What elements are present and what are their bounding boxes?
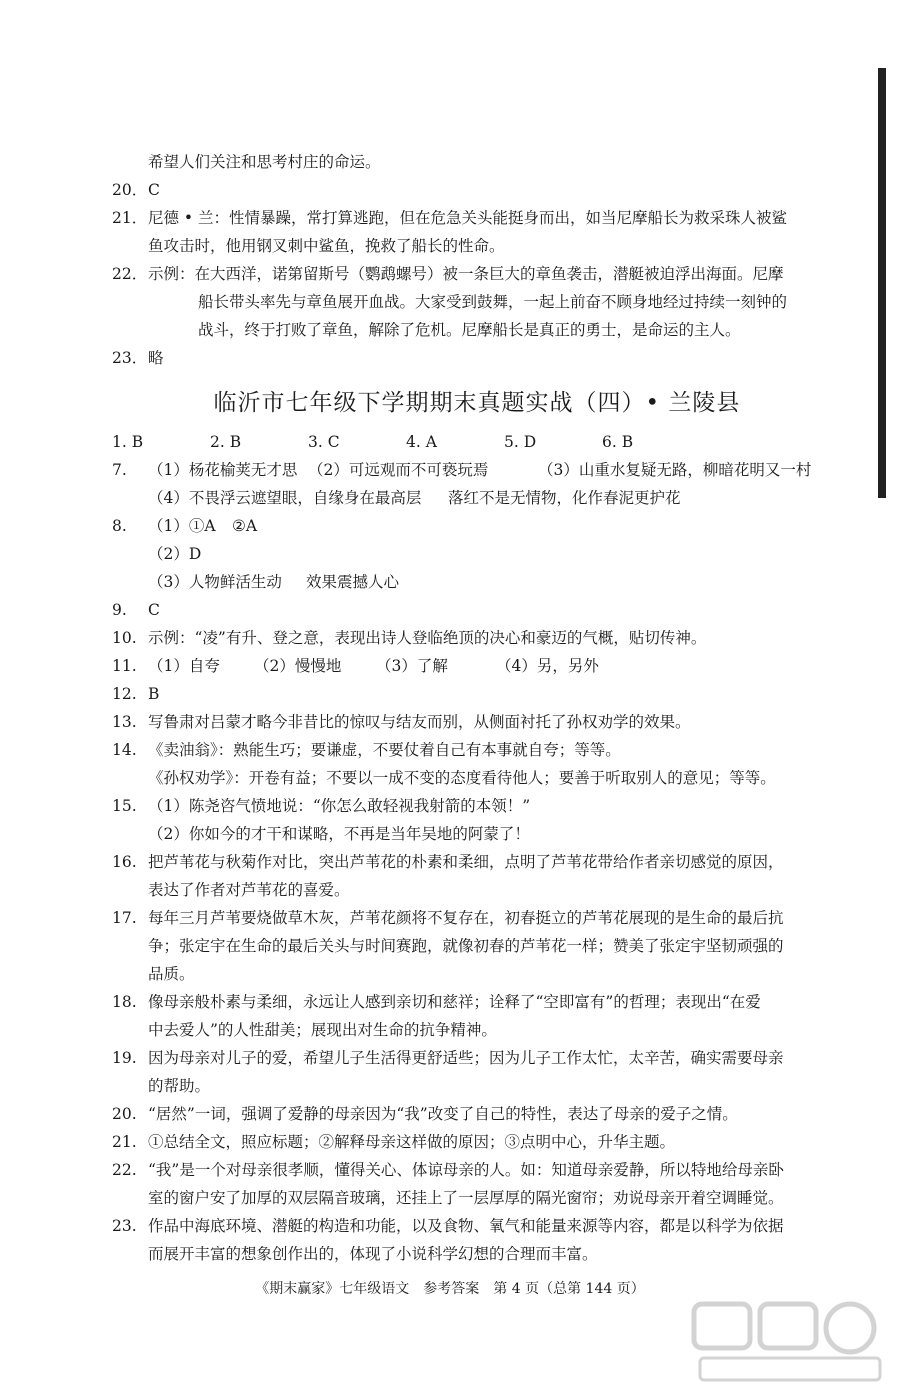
question-number: 22． (112, 265, 148, 283)
page-footer: 《期末赢家》七年级语文 参考答案 第 4 页（总第 144 页） (255, 1281, 645, 1297)
question-number: 11. (112, 657, 137, 675)
answer-part: （1）①A (148, 517, 216, 535)
answer-line: 室的窗户安了加厚的双层隔音玻璃，还挂上了一层厚厚的隔光窗帘；劝说母亲开着空调睡觉。 (148, 1189, 784, 1207)
answer-part: （2）D (148, 545, 202, 563)
answer-text: C (148, 181, 160, 199)
answer-page (112, 148, 842, 1268)
answer-text: C (148, 601, 160, 619)
answer-12 (112, 680, 842, 708)
answer-text: ①总结全文，照应标题；②解释母亲这样做的原因；③点明中心，升华主题。 (148, 1133, 676, 1151)
mc-answer: 1. B (112, 433, 144, 451)
question-number: 14. (112, 741, 137, 759)
answer-text: 每年三月芦苇要烧做草木灰，芦苇花颜将不复存在，初春挺立的芦苇花展现的是生命的最后抗 (148, 909, 784, 927)
answer-part: ②A (232, 517, 258, 535)
question-number: 20. (112, 1105, 137, 1123)
question-number: 8. (112, 517, 127, 535)
question-number: 21． (112, 209, 148, 227)
answer-20-prev (112, 176, 842, 204)
answer-text: 写鲁肃对吕蒙才略今非昔比的惊叹与结友而别，从侧面衬托了孙权劝学的效果。 (148, 713, 691, 731)
answer-part: （2）可远观而不可亵玩焉 (308, 461, 489, 479)
answer-20 (112, 1100, 842, 1128)
answer-text: 《卖油翁》：熟能生巧；要谦虚，不要仗着自己有本事就自夸；等等。 (148, 741, 621, 759)
answer-11 (112, 652, 842, 680)
answer-part: （4）不畏浮云遮望眼，自缘身在最高层 (148, 489, 422, 507)
answer-text: B (148, 685, 160, 703)
answer-23-prev (112, 344, 842, 372)
answer-text: “我”是一个对母亲很孝顺，懂得关心、体谅母亲的人。如：知道母亲爱静，所以特地给母亲卧 (148, 1161, 784, 1179)
answer-text: 作品中海底环境、潜艇的构造和功能，以及食物、氧气和能量来源等内容，都是以科学为依据 (148, 1217, 784, 1235)
answer-text: 因为母亲对儿子的爱，希望儿子生活得更舒适些；因为儿子工作太忙，太辛苦，确实需要母亲 (148, 1049, 784, 1067)
answer-8-cont (112, 568, 842, 596)
answer-8 (112, 512, 842, 540)
answer-line: 鱼攻击时，他用钢叉刺中鲨鱼，挽救了船长的性命。 (148, 237, 505, 255)
question-number: 9. (112, 601, 127, 619)
answer-part: （3）人物鲜活生动 (148, 573, 282, 591)
answer-line: 的帮助。 (148, 1077, 211, 1095)
question-number: 20． (112, 181, 148, 199)
question-number: 13. (112, 713, 137, 731)
multiple-choice-row (112, 428, 842, 456)
question-number: 23. (112, 1217, 137, 1235)
watermark-logo (690, 1300, 890, 1386)
answer-line: （2）你如今的才干和谋略，不再是当年吴地的阿蒙了！ (148, 825, 530, 843)
answer-text: （1）陈尧咨气愤地说：“你怎么敢轻视我射箭的本领！” (148, 797, 531, 815)
section-title: 临沂市七年级下学期期末真题实战（四）• 兰陵县 (213, 390, 741, 416)
answer-part: （1）杨花榆荚无才思 (148, 461, 298, 479)
answer-line: 船长带头率先与章鱼展开血战。大家受到鼓舞，一起上前奋不顾身地经过持续一刻钟的 (198, 293, 788, 311)
mc-answer: 5. D (504, 433, 537, 451)
answer-22 (112, 1156, 842, 1184)
question-number: 19. (112, 1049, 137, 1067)
answer-22-prev (112, 260, 842, 288)
answer-23 (112, 1212, 842, 1240)
answer-part: （3）山重水复疑无路，柳暗花明又一村 (538, 461, 812, 479)
question-number: 7. (112, 461, 127, 479)
mc-answer: 4. A (406, 433, 437, 451)
answer-part: （4）另，另外 (496, 657, 599, 675)
question-number: 17. (112, 909, 137, 927)
answer-text: 尼德 • 兰：性情暴躁，常打算逃跑，但在危急关头能挺身而出，如当尼摩船长为救采珠人被鲨 (148, 209, 787, 227)
answer-18 (112, 988, 842, 1016)
question-number: 23． (112, 349, 148, 367)
answer-line: 表达了作者对芦苇花的喜爱。 (148, 881, 350, 899)
answer-text: “居然”一词，强调了爱静的母亲因为“我”改变了自己的特性，表达了母亲的爱子之情。 (148, 1105, 738, 1123)
question-number: 10. (112, 629, 137, 647)
answer-line: 品质。 (148, 965, 195, 983)
question-number: 16. (112, 853, 137, 871)
answer-line: 而展开丰富的想象创作出的，体现了小说科学幻想的合理而丰富。 (148, 1245, 598, 1263)
question-number: 18. (112, 993, 137, 1011)
mc-answer: 2. B (210, 433, 242, 451)
answer-part: （3）了解 (376, 657, 448, 675)
mc-answer: 6. B (602, 433, 634, 451)
answer-21 (112, 1128, 842, 1156)
question-number: 12. (112, 685, 137, 703)
answer-19 (112, 1044, 842, 1072)
answer-10 (112, 624, 842, 652)
answer-part: （1）自夸 (148, 657, 220, 675)
question-number: 21. (112, 1133, 137, 1151)
answer-13 (112, 708, 842, 736)
answer-14 (112, 736, 842, 764)
answer-7-cont (112, 484, 842, 512)
answer-21-prev (112, 204, 842, 232)
scan-edge-bar (878, 68, 886, 498)
answer-text: 略 (148, 349, 164, 367)
answer-line: 《孙权劝学》：开卷有益；不要以一成不变的态度看待他人；要善于听取别人的意见；等等。 (148, 769, 776, 787)
answer-part: （2）慢慢地 (254, 657, 342, 675)
answer-line: 希望人们关注和思考村庄的命运。 (148, 153, 381, 171)
answer-7 (112, 456, 842, 484)
mc-answer: 3. C (308, 433, 340, 451)
answer-line: 争；张定宇在生命的最后关头与时间赛跑，就像初春的芦苇花一样；赞美了张定宇坚韧顽强的 (148, 937, 784, 955)
question-number: 15. (112, 797, 137, 815)
answer-17 (112, 904, 842, 932)
answer-part: 效果震撼人心 (306, 573, 400, 591)
answer-line: 战斗，终于打败了章鱼，解除了危机。尼摩船长是真正的勇士，是命运的主人。 (198, 321, 741, 339)
answer-text: 像母亲般朴素与柔细，永远让人感到亲切和慈祥；诠释了“空即富有”的哲理；表现出“在爱 (148, 993, 761, 1011)
answer-9 (112, 596, 842, 624)
answer-text: 示例：“凌”有升、登之意，表现出诗人登临绝顶的决心和豪迈的气概，贴切传神。 (148, 629, 707, 647)
answer-15 (112, 792, 842, 820)
answer-text: 把芦苇花与秋菊作对比，突出芦苇花的朴素和柔细，点明了芦苇花带给作者亲切感觉的原因， (148, 853, 784, 871)
answer-text: 示例：在大西洋，诺第留斯号（鹦鹉螺号）被一条巨大的章鱼袭击，潜艇被迫浮出海面。尼摩 (148, 265, 784, 283)
answer-16 (112, 848, 842, 876)
answer-part: 落红不是无情物，化作春泥更护花 (448, 489, 681, 507)
question-number: 22. (112, 1161, 137, 1179)
answer-line: 中去爱人”的人性甜美；展现出对生命的抗争精神。 (148, 1021, 497, 1039)
